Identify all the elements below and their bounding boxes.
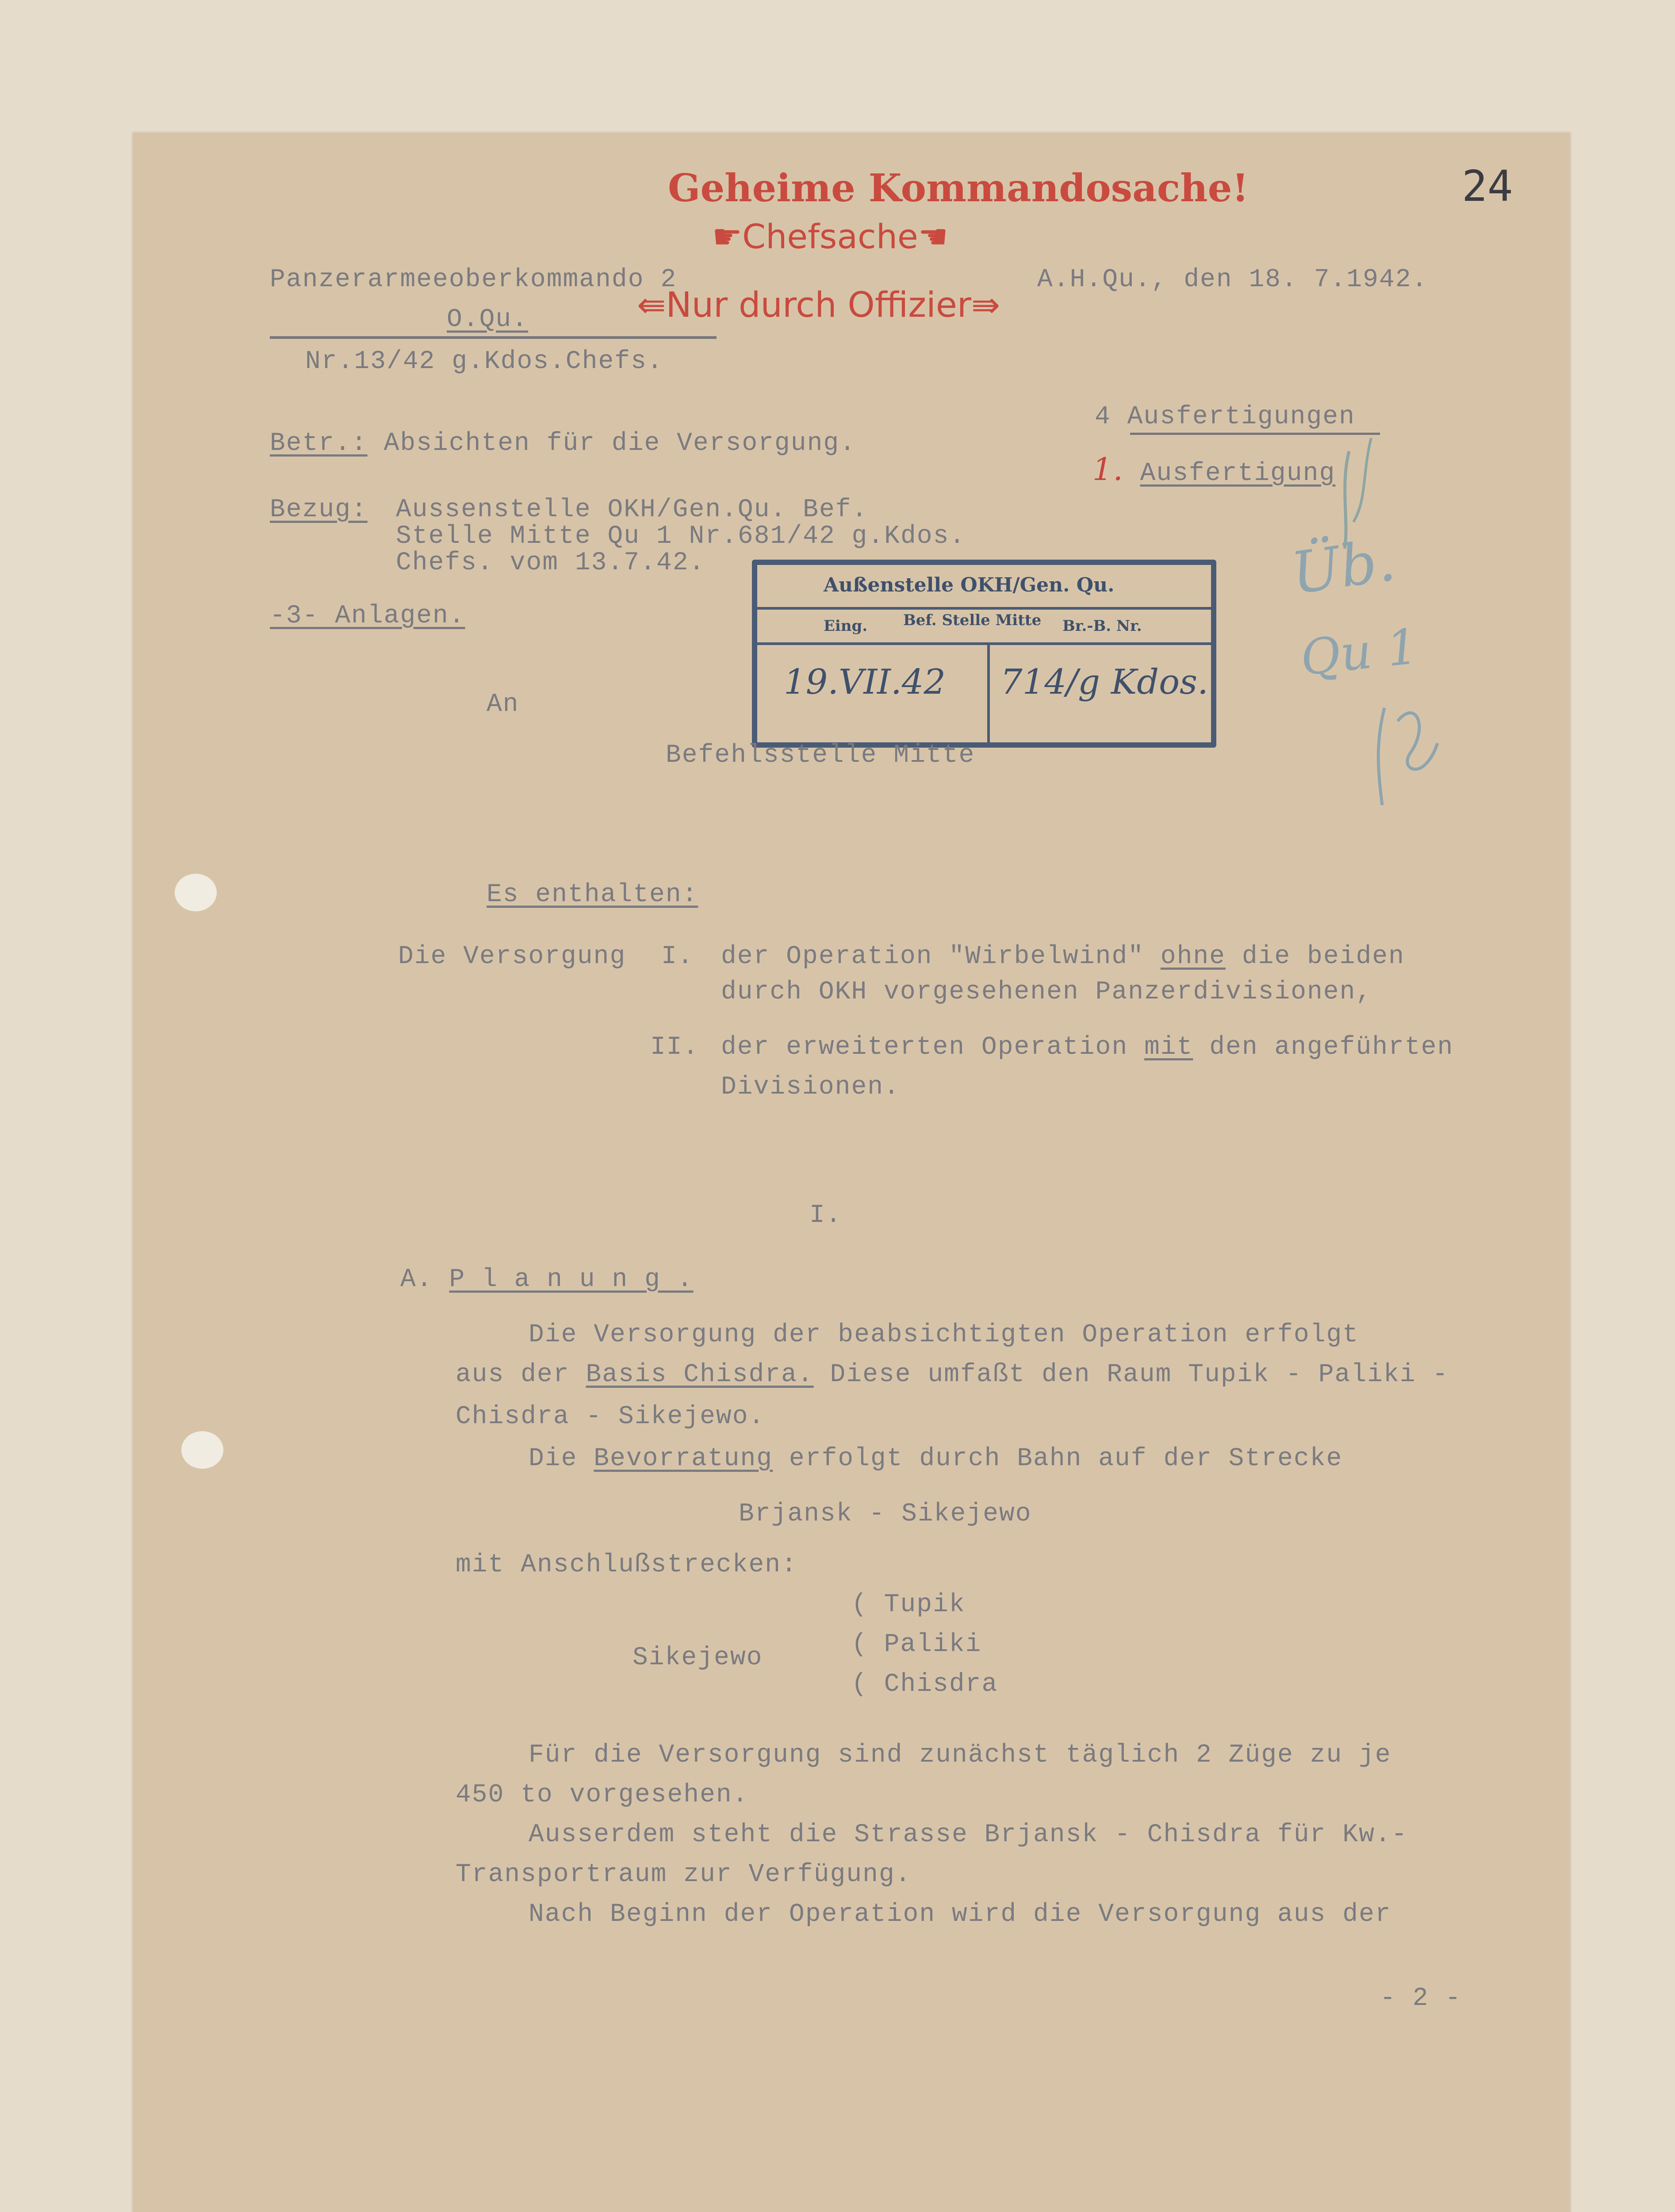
section-roman: I. xyxy=(809,1201,842,1230)
chefsache-stamp: ☛Chefsache☚ xyxy=(712,217,948,256)
sender: Panzerarmeeoberkommando 2 xyxy=(270,265,677,294)
header-rule xyxy=(270,336,717,339)
hand-pointer-right-icon: ☚ xyxy=(918,217,948,256)
branch-origin: Sikejewo xyxy=(632,1644,763,1672)
paragraph-5-line-1: Nach Beginn der Operation wird die Versorgung aus der xyxy=(529,1900,1391,1929)
attachments: -3- Anlagen. xyxy=(270,602,465,630)
route: Brjansk - Sikejewo xyxy=(739,1500,1032,1528)
secret-stamp: Geheime Kommandosache! xyxy=(668,166,1249,211)
arrow-left-icon: ⇚ xyxy=(637,285,666,325)
branch-2: ( Paliki xyxy=(851,1630,982,1659)
page-number: 24 xyxy=(1462,161,1513,211)
section-heading: A. P l a n u n g . xyxy=(400,1265,694,1294)
punch-hole-top xyxy=(175,874,217,911)
paragraph-4-line-2: Transportraum zur Verfügung. xyxy=(456,1860,912,1889)
punch-hole-bottom xyxy=(181,1431,223,1469)
paragraph-3-line-1: Für die Versorgung sind zunächst täglich 2 Züge zu je xyxy=(529,1741,1391,1770)
pencil-note-1: Üb. xyxy=(1287,526,1399,607)
contents-item2-line1: der erweiterten Operation mit den angeführten xyxy=(721,1033,1454,1062)
paragraph-1-line-3: Chisdra - Sikejewo. xyxy=(456,1402,765,1431)
pencil-note-2: Qu 1 xyxy=(1298,618,1421,687)
paragraph-3-line-2: 450 to vorgesehen. xyxy=(456,1781,749,1809)
reference-line-3: Chefs. vom 13.7.42. xyxy=(396,549,705,577)
contents-intro: Die Versorgung xyxy=(398,942,626,971)
receipt-stamp-title: Außenstelle OKH/Gen. Qu. xyxy=(824,574,1115,596)
department: O.Qu. xyxy=(447,305,529,334)
receipt-stamp xyxy=(752,560,1216,748)
recipient-name: Befehlsstelle Mitte xyxy=(666,741,975,770)
paragraph-4-line-1: Ausserdem steht die Strasse Brjansk - Chisdra für Kw.- xyxy=(529,1820,1408,1849)
copies-count: 4 Ausfertigungen xyxy=(1095,403,1355,431)
paragraph-2-line-1: Die Bevorratung erfolgt durch Bahn auf der Strecke xyxy=(529,1444,1343,1473)
place-date: A.H.Qu., den 18. 7.1942. xyxy=(1037,265,1428,294)
reference-line-2: Stelle Mitte Qu 1 Nr.681/42 g.Kdos. xyxy=(396,522,966,551)
arrow-right-icon: ⇛ xyxy=(971,285,1000,325)
receipt-stamp-subtitle: Bef. Stelle Mitte xyxy=(903,611,1042,629)
reference-number: Nr.13/42 g.Kdos.Chefs. xyxy=(305,347,663,376)
reference-label: Bezug: xyxy=(270,495,368,524)
receipt-stamp-date: 19.VII.42 xyxy=(784,662,946,702)
contents-item2-line2: Divisionen. xyxy=(721,1073,900,1102)
recipient-to: An xyxy=(487,690,519,719)
receipt-stamp-col-left: Eing. xyxy=(824,617,868,635)
officer-stamp: ⇚Nur durch Offizier⇛ xyxy=(637,285,1000,325)
copy-number: 1. Ausfertigung xyxy=(1092,451,1336,488)
branch-3: ( Chisdra xyxy=(851,1670,998,1699)
subject-line: Betr.: Absichten für die Versorgung. xyxy=(270,429,856,458)
paragraph-1-line-2: aus der Basis Chisdra. Diese umfaßt den Raum Tupik - Paliki - xyxy=(456,1360,1449,1389)
branch-1: ( Tupik xyxy=(851,1590,966,1619)
next-page-marker: - 2 - xyxy=(1380,1984,1462,2013)
branch-intro: mit Anschlußstrecken: xyxy=(456,1551,797,1579)
receipt-stamp-col-right: Br.-B. Nr. xyxy=(1062,617,1142,635)
pencil-signature xyxy=(1283,434,1513,823)
contents-heading: Es enthalten: xyxy=(487,880,698,909)
contents-item2-number: II. xyxy=(650,1033,699,1062)
reference-line-1: Aussenstelle OKH/Gen.Qu. Bef. xyxy=(396,495,868,524)
contents-item1-line1: der Operation "Wirbelwind" ohne die beiden xyxy=(721,942,1405,971)
hand-pointer-left-icon: ☛ xyxy=(712,217,743,256)
contents-item1-line2: durch OKH vorgesehenen Panzerdivisionen, xyxy=(721,978,1372,1006)
receipt-stamp-number: 714/g Kdos. xyxy=(1000,662,1208,702)
contents-item1-number: I. xyxy=(661,942,694,971)
paragraph-1-line-1: Die Versorgung der beabsichtigten Operation erfolgt xyxy=(529,1321,1359,1349)
